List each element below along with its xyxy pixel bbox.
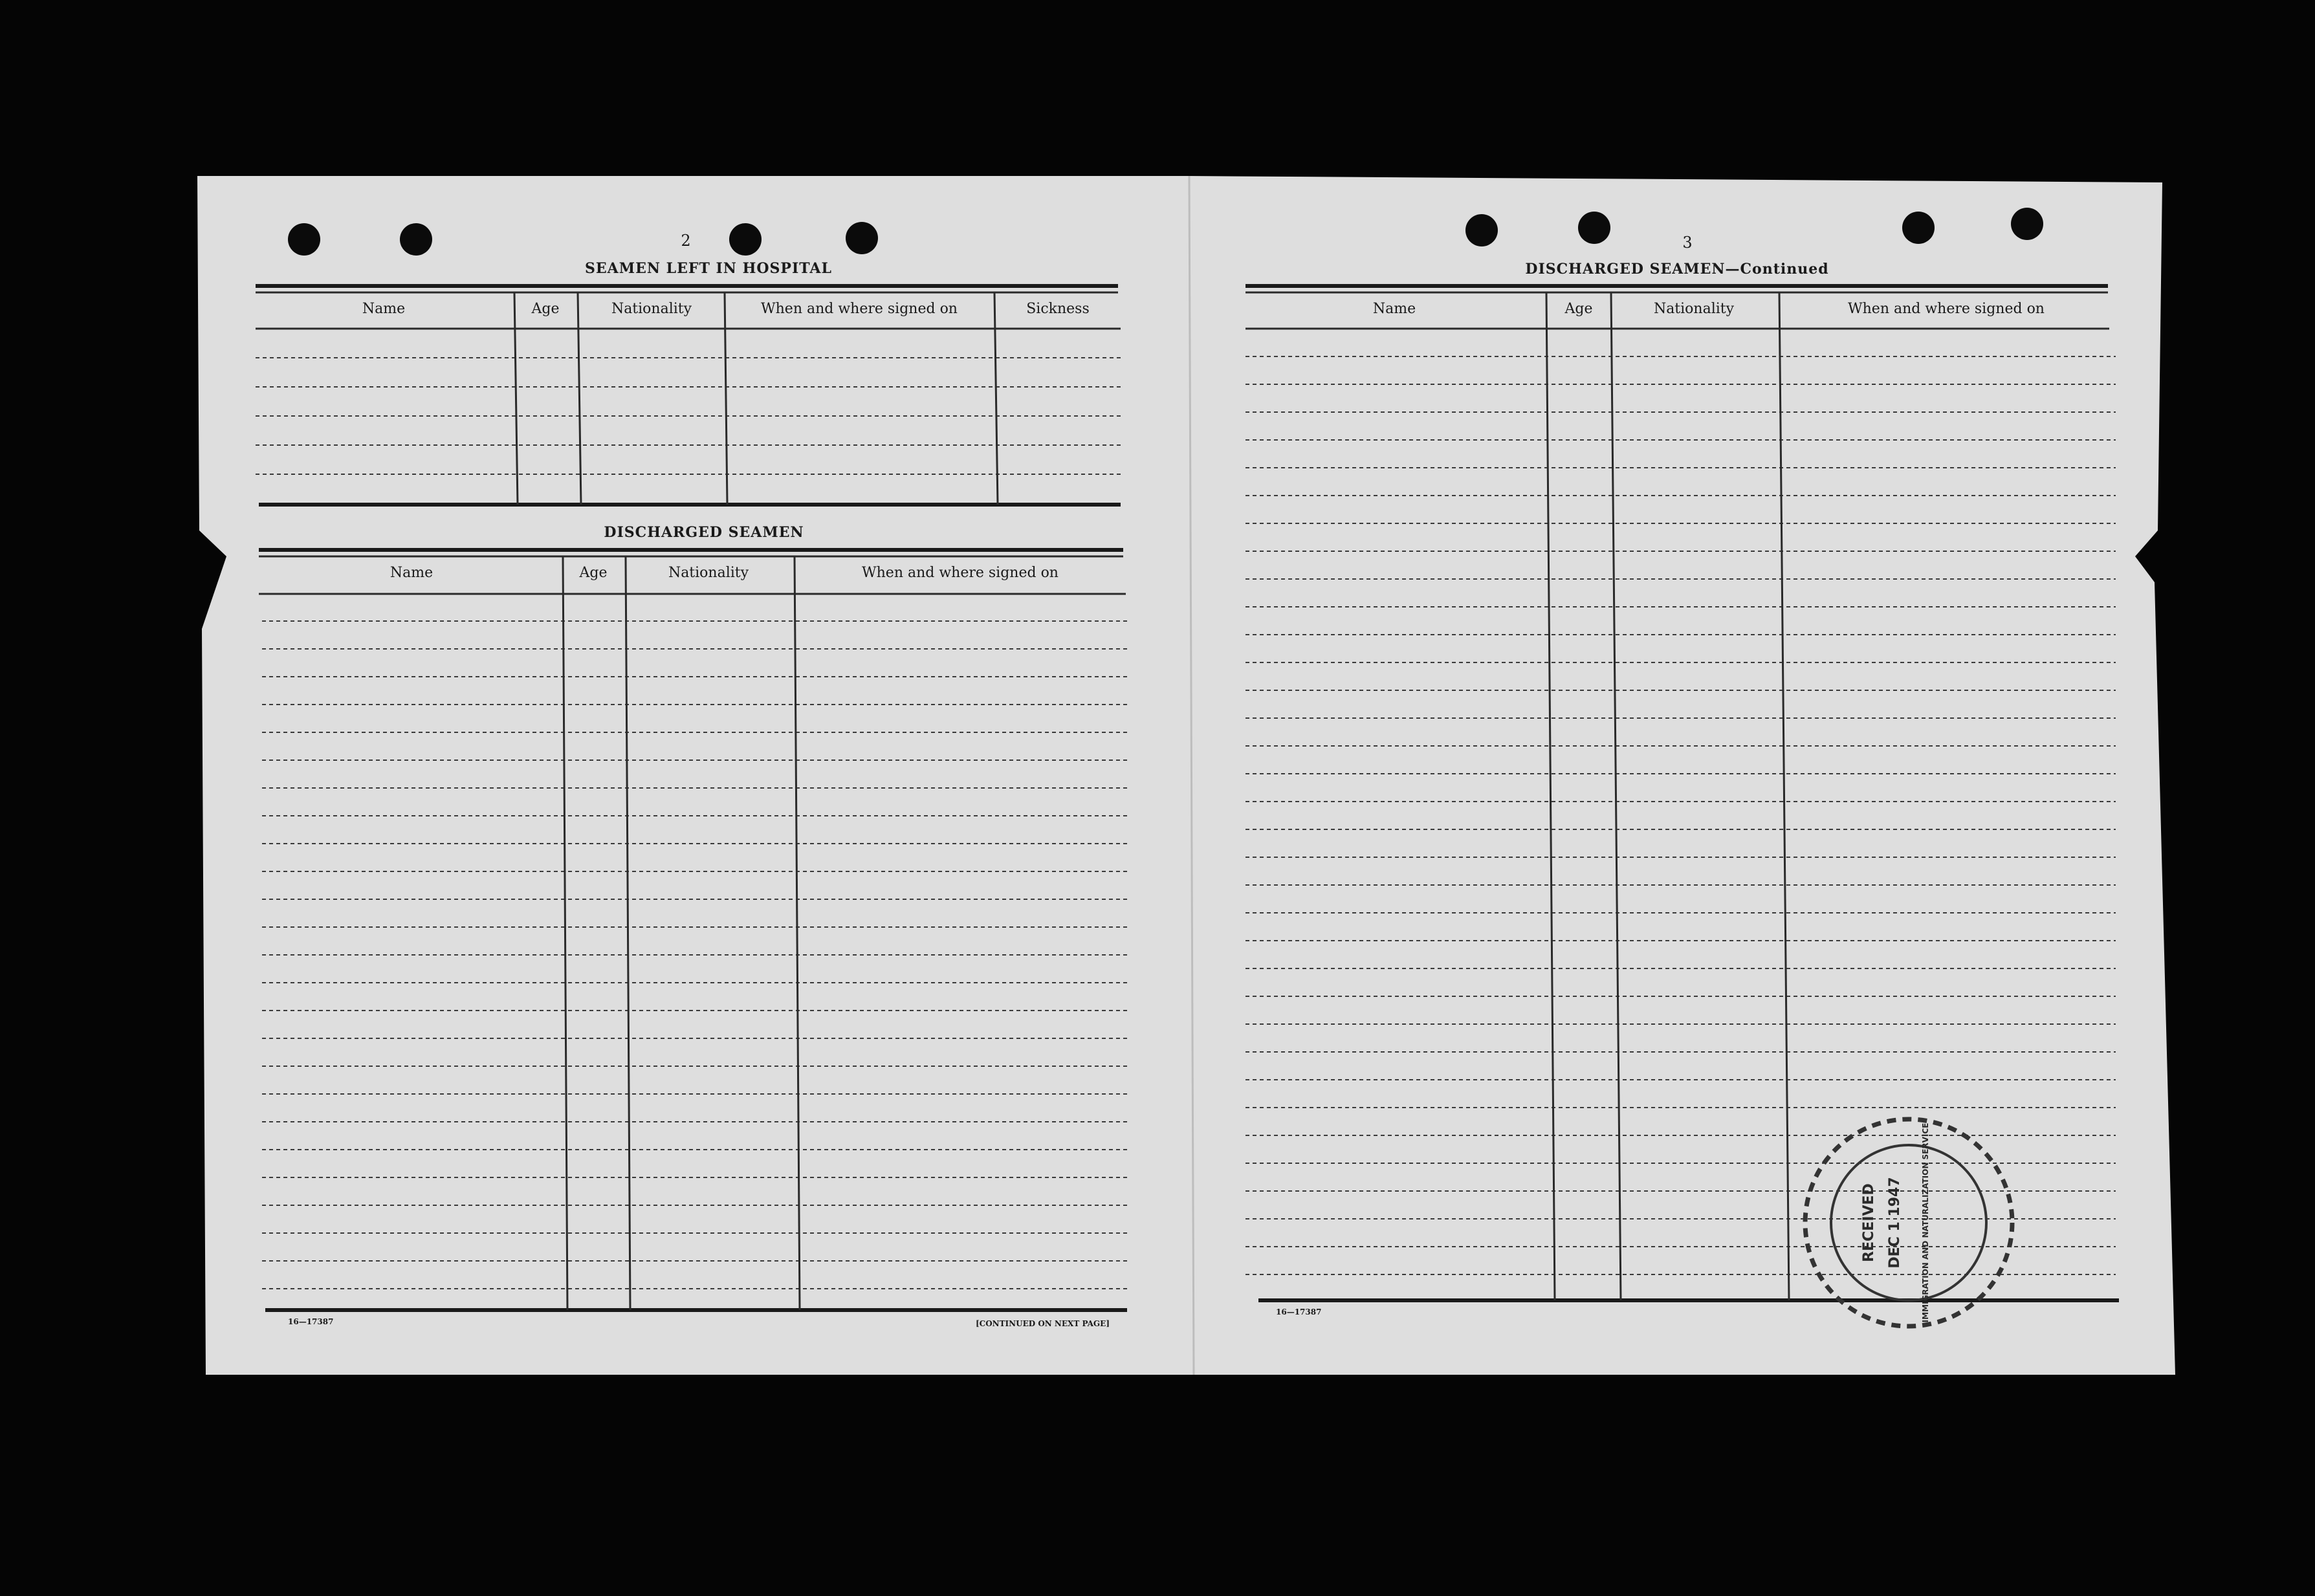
- punch-hole: [288, 223, 320, 256]
- page-number-right: 3: [1682, 234, 1693, 252]
- punch-hole: [1465, 214, 1498, 246]
- hospital-col-sickness: Sickness: [1026, 301, 1090, 317]
- discharged-col-name: Name: [389, 565, 433, 581]
- punch-hole: [846, 222, 878, 254]
- continued-note: [CONTINUED ON NEXT PAGE]: [975, 1319, 1110, 1328]
- stamp-date: DEC 1 1947: [1887, 1177, 1903, 1269]
- punch-hole: [729, 223, 762, 256]
- discharged-section-title: DISCHARGED SEAMEN: [604, 524, 804, 541]
- form-number-right: 16—17387: [1276, 1307, 1322, 1317]
- discharged-col-nationality: Nationality: [668, 565, 749, 581]
- punch-hole: [2011, 208, 2043, 240]
- continued-section-title: DISCHARGED SEAMEN—Continued: [1525, 261, 1829, 278]
- discharged-col-signed-on: When and where signed on: [862, 565, 1059, 581]
- punch-hole: [1578, 212, 1610, 244]
- form-number-left: 16—17387: [288, 1317, 334, 1326]
- right-sheet: [1189, 176, 2175, 1375]
- hospital-col-signed-on: When and where signed on: [761, 301, 958, 317]
- stamp-agency: IMMIGRATION AND NATURALIZATION SERVICE: [1921, 1122, 1930, 1323]
- punch-hole: [1902, 212, 1935, 244]
- hospital-col-age: Age: [531, 301, 560, 317]
- continued-col-nationality: Nationality: [1653, 301, 1735, 317]
- hospital-col-name: Name: [362, 301, 406, 317]
- hospital-col-nationality: Nationality: [611, 301, 692, 317]
- continued-col-name: Name: [1372, 301, 1416, 317]
- stamp-received: RECEIVED: [1861, 1183, 1877, 1262]
- hospital-section-title: SEAMEN LEFT IN HOSPITAL: [585, 260, 832, 277]
- page-number-left: 2: [681, 232, 691, 250]
- left-sheet: [197, 176, 1194, 1375]
- continued-col-age: Age: [1564, 301, 1593, 317]
- punch-hole: [400, 223, 432, 256]
- continued-col-signed-on: When and where signed on: [1848, 301, 2045, 317]
- discharged-col-age: Age: [579, 565, 608, 581]
